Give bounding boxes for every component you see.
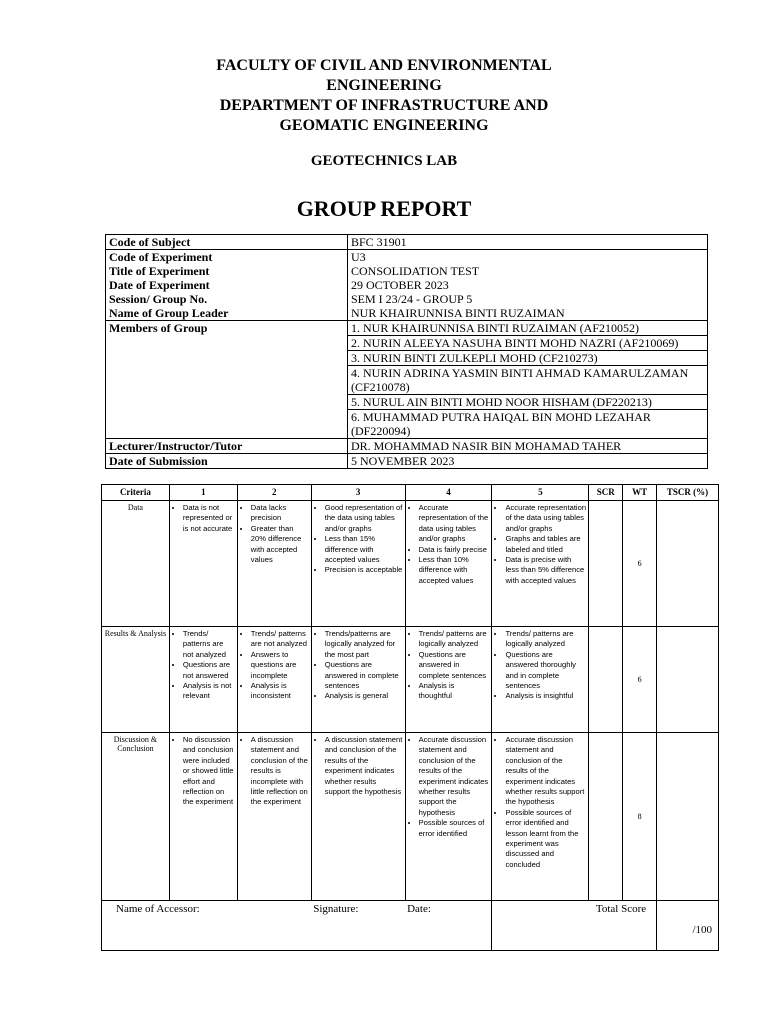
tscr-cell[interactable] xyxy=(657,733,719,901)
rubric-table xyxy=(101,484,719,951)
header-score-5: 5 xyxy=(492,485,589,501)
rubric-cell xyxy=(492,627,589,733)
header-tscr: TSCR (%) xyxy=(657,485,719,501)
info-value: SEM I 23/24 - GROUP 5 xyxy=(348,292,708,306)
info-value: DR. MOHAMMAD NASIR BIN MOHAMAD TAHER xyxy=(348,439,708,454)
member-entry: 5. NURUL AIN BINTI MOHD NOOR HISHAM (DF220213) xyxy=(348,394,707,409)
rubric-cell xyxy=(169,627,237,733)
rubric-point: • Data is not represented or is not accurate xyxy=(183,503,235,534)
rubric-point: • Trends/ patterns are not analyzed xyxy=(183,629,235,660)
signature-label: Signature: xyxy=(313,903,359,915)
wt-value: 6 xyxy=(623,501,657,627)
faculty-line-2: ENGINEERING xyxy=(326,77,442,94)
rubric-point: • Precision is acceptable xyxy=(325,565,403,575)
rubric-row-results xyxy=(102,627,719,733)
rubric-point: • Good representation of the data using tables and/or graphs xyxy=(325,503,403,534)
rubric-point: • Possible sources of error identified and lesson learnt from the experiment was discussed and concluded xyxy=(505,808,586,870)
rubric-point: • A discussion statement and conclusion of the results of the experiment indicates whether results support the hypothesis xyxy=(325,735,403,797)
rubric-point: • Accurate representation of the data using tables and/or graphs xyxy=(505,503,586,534)
info-row xyxy=(106,454,708,469)
member-entry: 1. NUR KHAIRUNNISA BINTI RUZAIMAN (AF210052) xyxy=(351,321,639,335)
info-row xyxy=(106,321,708,439)
tscr-cell[interactable] xyxy=(657,501,719,627)
rubric-cell xyxy=(311,733,405,901)
rubric-point: • Analysis is general xyxy=(325,691,403,701)
rubric-header-row xyxy=(102,485,719,501)
info-label: Session/ Group No. xyxy=(106,292,348,306)
member-entry: 6. MUHAMMAD PUTRA HAIQAL BIN MOHD LEZAHAR (DF220094) xyxy=(348,409,707,438)
rubric-point: • Less than 15% difference with accepted values xyxy=(325,534,403,565)
report-title: GROUP REPORT xyxy=(296,196,472,221)
faculty-line-1: FACULTY OF CIVIL AND ENVIRONMENTAL xyxy=(216,57,552,74)
info-label: Date of Experiment xyxy=(106,278,348,292)
header-score-3: 3 xyxy=(311,485,405,501)
rubric-point: • Trends/ patterns are not analyzed xyxy=(251,629,309,650)
rubric-cell xyxy=(169,733,237,901)
info-label: Date of Submission xyxy=(106,454,348,469)
info-label: Members of Group xyxy=(106,321,348,439)
rubric-cell xyxy=(405,733,492,901)
rubric-point: • Questions are not answered xyxy=(183,660,235,681)
info-row xyxy=(106,439,708,454)
criteria-label: Data xyxy=(102,501,170,627)
header-scr: SCR xyxy=(589,485,623,501)
member-entry: 4. NURIN ADRINA YASMIN BINTI AHMAD KAMARULZAMAN (CF210078) xyxy=(348,365,707,394)
info-label: Code of Experiment xyxy=(106,250,348,265)
total-score-label: Total Score xyxy=(492,901,657,951)
rubric-point: • Less than 10% difference with accepted values xyxy=(419,555,490,586)
rubric-cell xyxy=(311,501,405,627)
criteria-label: Discussion & Conclusion xyxy=(102,733,170,901)
header-score-1: 1 xyxy=(169,485,237,501)
rubric-cell xyxy=(237,501,311,627)
accessor-label: Name of Accessor: xyxy=(116,903,200,915)
scr-cell[interactable] xyxy=(589,733,623,901)
department-line-1: DEPARTMENT OF INFRASTRUCTURE AND xyxy=(219,97,549,114)
total-score-field[interactable] xyxy=(657,901,719,951)
rubric-point: • Accurate discussion statement and conclusion of the results of the experiment indicates whether results support the hypothesis xyxy=(505,735,586,808)
member-entry: 2. NURIN ALEEYA NASUHA BINTI MOHD NAZRI (AF210069) xyxy=(348,335,707,350)
rubric-point: • Trends/patterns are logically analyzed for the most part xyxy=(325,629,403,660)
info-row xyxy=(106,306,708,321)
rubric-point: • No discussion and conclusion were included or showed little effort and reflection on the experiment xyxy=(183,735,235,808)
rubric-point: • Greater than 20% difference with accepted values xyxy=(251,524,309,566)
rubric-point: • Data is fairly precise xyxy=(419,545,490,555)
criteria-label: Results & Analysis xyxy=(102,627,170,733)
scr-cell[interactable] xyxy=(589,627,623,733)
info-value: BFC 31901 xyxy=(348,235,708,250)
rubric-cell xyxy=(405,627,492,733)
department-line-2: GEOMATIC ENGINEERING xyxy=(279,117,489,134)
info-row xyxy=(106,278,708,292)
info-value: 5 NOVEMBER 2023 xyxy=(348,454,708,469)
rubric-point: • Data is precise with less than 5% difference with accepted values xyxy=(505,555,586,586)
info-row xyxy=(106,235,708,250)
rubric-point: • Accurate discussion statement and conclusion of the results of the experiment indicates whether results support the hypothesis xyxy=(419,735,490,818)
rubric-point: • A discussion statement and conclusion of the results is incomplete with little reflection on the experiment xyxy=(251,735,309,808)
header-criteria: Criteria xyxy=(102,485,170,501)
faculty-title xyxy=(0,56,768,136)
info-label: Title of Experiment xyxy=(106,264,348,278)
header-wt: WT xyxy=(623,485,657,501)
info-label: Lecturer/Instructor/Tutor xyxy=(106,439,348,454)
rubric-footer-row xyxy=(102,901,719,951)
rubric-point: • Questions are answered in complete sentences xyxy=(325,660,403,691)
rubric-point: • Analysis is thoughtful xyxy=(419,681,490,702)
rubric-point: • Trends/ patterns are logically analyzed xyxy=(419,629,490,650)
member-entry: 3. NURIN BINTI ZULKEPLI MOHD (CF210273) xyxy=(348,350,707,365)
header-score-4: 4 xyxy=(405,485,492,501)
rubric-cell xyxy=(237,733,311,901)
info-value: NUR KHAIRUNNISA BINTI RUZAIMAN xyxy=(348,306,708,321)
rubric-cell xyxy=(237,627,311,733)
rubric-cell xyxy=(492,501,589,627)
info-row xyxy=(106,250,708,265)
date-label: Date: xyxy=(407,903,431,915)
accessor-field[interactable] xyxy=(102,901,312,951)
rubric-point: • Answers to questions are incomplete xyxy=(251,650,309,681)
info-value: 29 OCTOBER 2023 xyxy=(348,278,708,292)
rubric-row-data xyxy=(102,501,719,627)
rubric-cell xyxy=(492,733,589,901)
info-value: U3 xyxy=(348,250,708,265)
rubric-point: • Analysis is insightful xyxy=(505,691,586,701)
rubric-cell xyxy=(311,627,405,733)
rubric-cell xyxy=(405,501,492,627)
total-score-max: /100 xyxy=(692,924,712,936)
info-row xyxy=(106,264,708,278)
rubric-point: • Data lacks precision xyxy=(251,503,309,524)
rubric-point: • Questions are answered thoroughly and in complete sentences xyxy=(505,650,586,692)
rubric-point: • Trends/ patterns are logically analyzed xyxy=(505,629,586,650)
wt-value: 8 xyxy=(623,733,657,901)
tscr-cell[interactable] xyxy=(657,627,719,733)
rubric-point: • Graphs and tables are labeled and titled xyxy=(505,534,586,555)
info-label: Name of Group Leader xyxy=(106,306,348,321)
rubric-cell xyxy=(169,501,237,627)
info-row xyxy=(106,292,708,306)
header-score-2: 2 xyxy=(237,485,311,501)
experiment-info-table xyxy=(105,234,708,469)
rubric-row-discussion xyxy=(102,733,719,901)
rubric-point: • Possible sources of error identified xyxy=(419,818,490,839)
scr-cell[interactable] xyxy=(589,501,623,627)
rubric-point: • Questions are answered in complete sentences xyxy=(419,650,490,681)
info-label: Code of Subject xyxy=(106,235,348,250)
date-field[interactable] xyxy=(405,901,492,951)
rubric-point: • Analysis is not relevant xyxy=(183,681,235,702)
signature-field[interactable] xyxy=(311,901,405,951)
lab-title: GEOTECHNICS LAB xyxy=(310,153,458,169)
rubric-point: • Accurate representation of the data using tables and/or graphs xyxy=(419,503,490,545)
wt-value: 6 xyxy=(623,627,657,733)
rubric-point: • Analysis is inconsistent xyxy=(251,681,309,702)
member-list xyxy=(348,321,708,439)
info-value: CONSOLIDATION TEST xyxy=(348,264,708,278)
